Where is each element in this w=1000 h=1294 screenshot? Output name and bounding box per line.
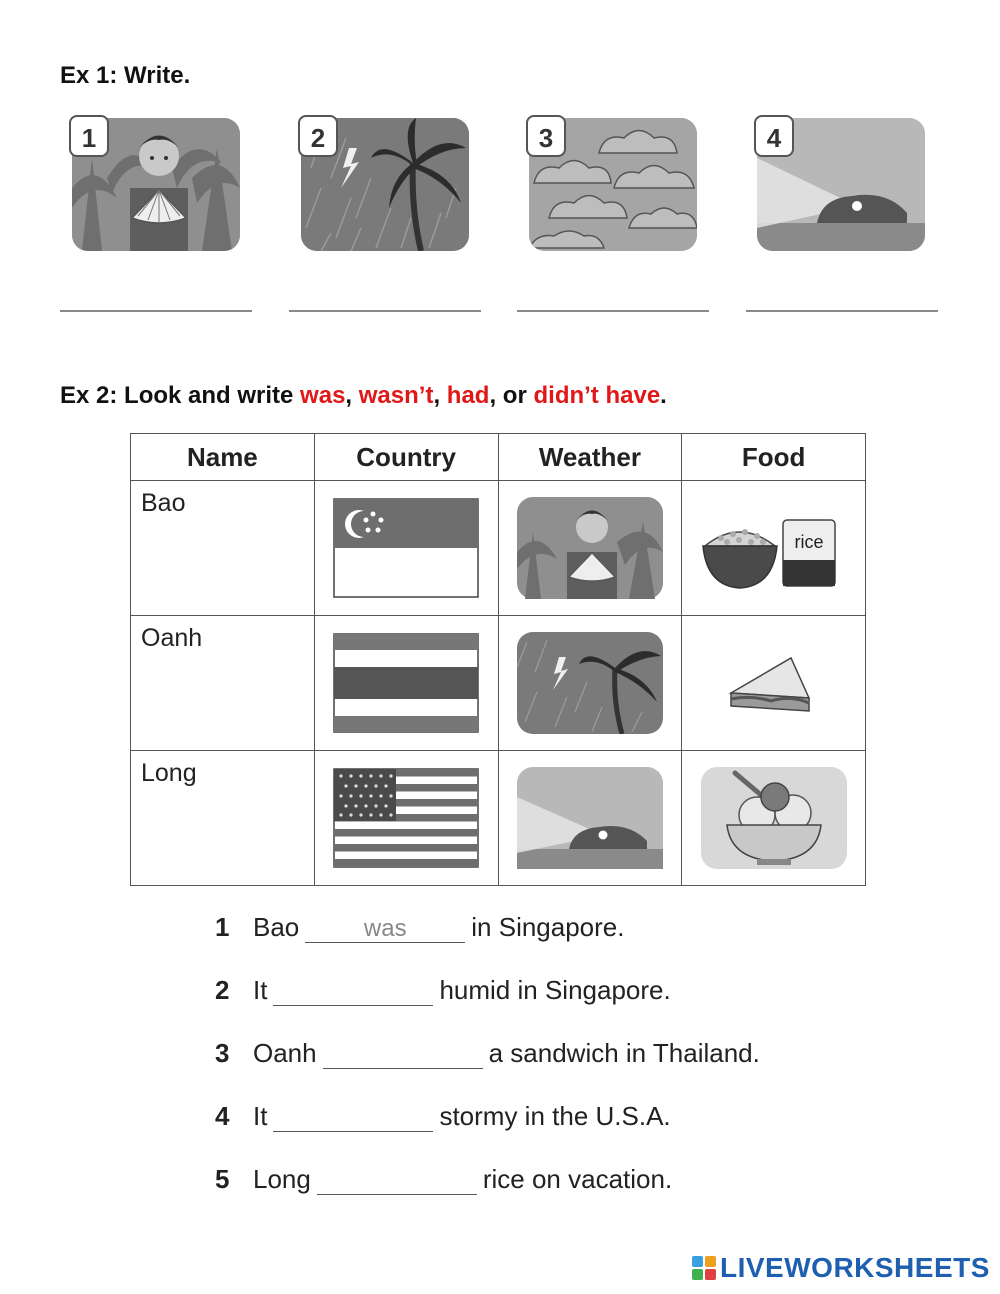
sentence-end: stormy in the U.S.A. [439,1101,671,1131]
sentence-number: 5 [215,1164,230,1194]
word-didnt-have: didn’t have [533,382,661,409]
header-weather: Weather [498,434,682,481]
stormy-weather-icon [517,632,663,734]
name-oanh: Oanh [141,624,203,652]
sentence-end: humid in Singapore. [439,975,671,1005]
sentence-start: Bao [253,912,300,942]
cell-weather [498,616,682,751]
word-wasnt: wasn’t [358,382,434,409]
answer-field-1[interactable] [60,266,256,300]
separator: , [345,382,359,409]
table-row [131,616,866,751]
answer-input-5[interactable] [317,1166,477,1196]
cell-food [682,751,866,886]
cell-name [131,751,315,886]
usa-flag-icon [333,768,479,868]
sentence-end: in Singapore. [471,912,625,942]
table-row [131,481,866,616]
cell-food [682,616,866,751]
sentence-1 [215,912,625,943]
header-food: Food [682,434,866,481]
answer-line [60,310,252,312]
heading-text: Ex 2: Look and write [60,382,301,409]
name-long: Long [141,759,197,787]
cell-country [314,481,498,616]
word-was: was [300,382,346,409]
sentence-start: Long [253,1164,311,1194]
hot-humid-weather-icon [517,497,663,599]
cell-name [131,616,315,751]
header-country: Country [314,434,498,481]
liveworksheets-logo [692,1252,990,1284]
cell-country [314,751,498,886]
word-had: had [446,382,490,409]
answer-input-1[interactable] [305,914,465,944]
thailand-flag-icon [333,633,479,733]
picture-number-badge: 1 [69,115,109,157]
ice-cream-food-icon [701,767,847,869]
answer-field-2[interactable] [289,266,485,300]
answer-line [289,310,481,312]
picture-number-badge: 2 [298,115,338,157]
sentence-end: a sandwich in Thailand. [488,1038,760,1068]
sentence-start: It [253,1101,268,1131]
picture-number-badge: 4 [754,115,794,157]
brand-name: LIVEWORKSHEETS [720,1252,990,1283]
answer-line [746,310,938,312]
sentence-3 [215,1038,760,1069]
answer-field-4[interactable] [746,266,942,300]
table-row [131,751,866,886]
sentence-number: 4 [215,1101,230,1131]
blank [317,1164,477,1195]
separator: , [433,382,447,409]
ex2-heading [60,382,667,410]
answer-field-3[interactable] [517,266,713,300]
header-name: Name [131,434,315,481]
blank [323,1038,483,1069]
blank [273,975,433,1006]
answer-input-3[interactable] [323,1040,483,1070]
blank [273,1101,433,1132]
sentence-number: 3 [215,1038,230,1068]
singapore-flag-icon [333,498,479,598]
separator: , or [489,382,534,409]
table-header-row [131,434,866,481]
picture-number-badge: 3 [526,115,566,157]
separator: . [660,382,667,409]
answer-input-4[interactable] [273,1103,433,1133]
rice-label: rice [794,532,824,552]
sentence-start: It [253,975,268,1005]
cell-weather [498,481,682,616]
sentence-end: rice on vacation. [482,1164,673,1194]
answer-line [517,310,709,312]
answer-input-2[interactable] [273,977,433,1007]
rice-food-icon [701,498,847,598]
cell-name [131,481,315,616]
foggy-weather-icon [517,767,663,869]
cell-weather [498,751,682,886]
ex1-heading: Ex 1: Write. [60,62,191,89]
sandwich-food-icon [701,633,847,733]
sentence-4 [215,1101,671,1132]
sentence-number: 2 [215,975,230,1005]
sentence-number: 1 [215,912,230,942]
sentence-2 [215,975,671,1006]
cell-country [314,616,498,751]
info-table [130,433,866,886]
cell-food [682,481,866,616]
sentence-start: Oanh [253,1038,317,1068]
name-bao: Bao [141,489,186,517]
sentence-5 [215,1164,672,1195]
logo-mark-icon [692,1256,716,1280]
blank [305,912,465,943]
